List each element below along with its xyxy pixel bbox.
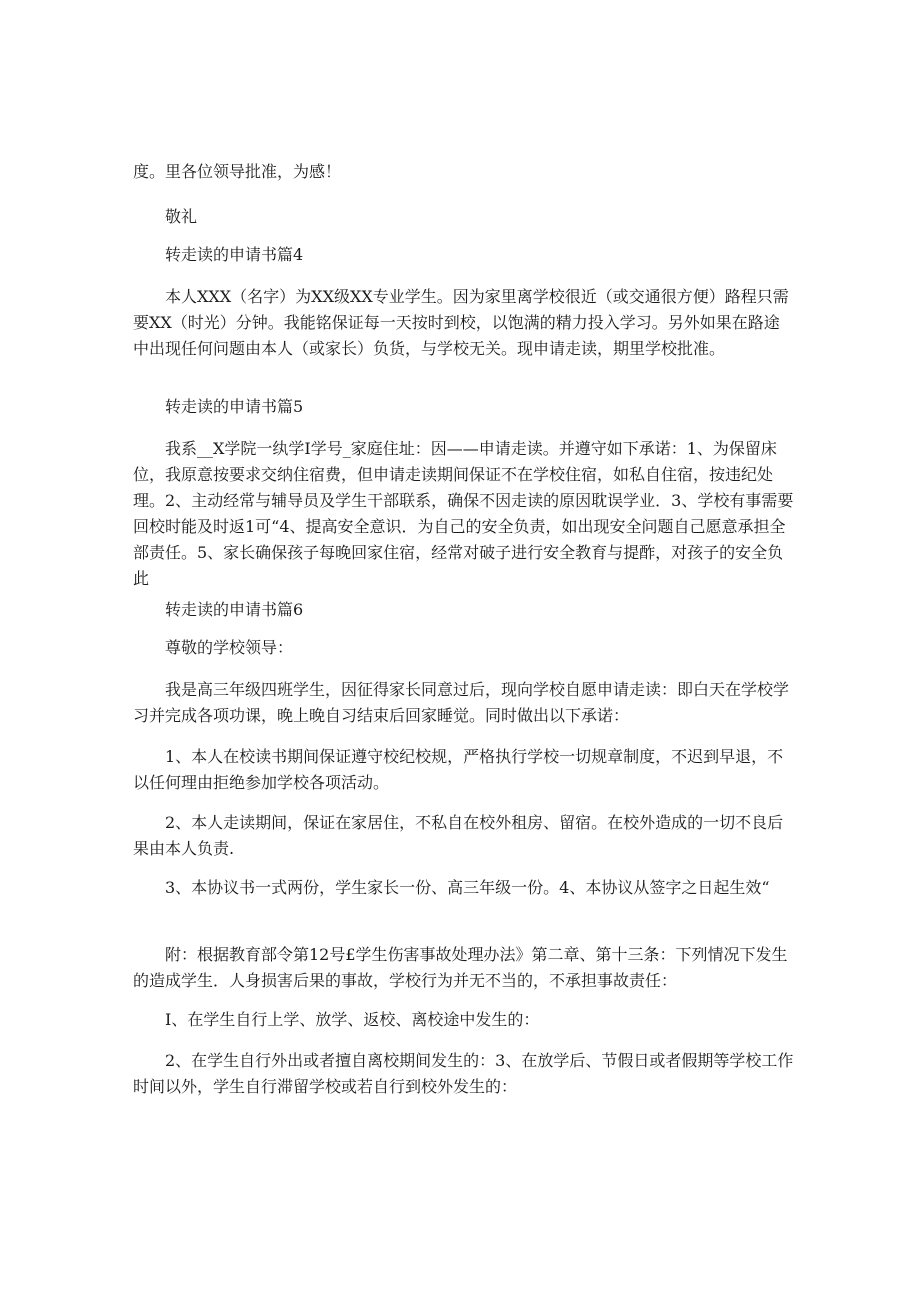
paragraph-section-5-body: 我系__X学院一纨学I学号_家庭住址：因——申请走读。并遵守如下承诺：1、为保留床位，我原意按要求交纳住宿费，但申请走读期间保证不在学校住宿，如私自住宿，按违纪处理。2、主动经常与辅导员及学生干部联系，确保不因走读的原因耽误学业．3、学校有事需要回校时能及时返1可“4、提高安全意识．为自己的安全负责，如出现安全问题自己愿意承担全部责任。5、家长确保孩子每晚回家住宿，经常对破子进行安全教育与提酢，对孩子的安全负此 bbox=[133, 439, 794, 588]
section-heading-6: 转走读的申请书篇6 bbox=[165, 600, 304, 619]
section-heading-5: 转走读的申请书篇5 bbox=[165, 397, 304, 416]
commitment-item-2: 2、本人走读期间，保证在家居住，不私自在校外租房、留宿。在校外造成的一切不良后果由本人负责. bbox=[133, 813, 784, 858]
regulation-item-1: I、在学生自行上学、放学、返校、离校途中发生的： bbox=[165, 1010, 540, 1029]
section-heading-4: 转走读的申请书篇4 bbox=[165, 245, 304, 264]
paragraph-section-4-body: 本人XXX（名字）为XX级XX专业学生。因为家里离学校很近（或交通很方便）路程只需要XX（时光）分钟。我能铭保证每一天按时到校，以饱满的精力投入学习。另外如果在路途中出现任何问题由本人（或家长）负货，与学校无关。现申请走读，期里学校批准。 bbox=[133, 287, 789, 358]
paragraph-application-intro: 我是高三年级四班学生，因征得家长同意过后，现向学校自愿申请走读：即白天在学校学习并完成各项功课，晚上晚自习结束后回家睡觉。同时做出以下承诺： bbox=[133, 680, 790, 725]
salutation-regards: 敬礼 bbox=[165, 207, 198, 226]
commitment-item-3-4: 3、本协议书一式两份，学生家长一份、高三年级一份。4、本协议从签字之日起生效“ bbox=[165, 878, 770, 897]
regulation-item-2-3: 2、在学生自行外出或者擅自离校期间发生的：3、在放学后、节假日或者假期等学校工作时间以外，学生自行滞留学校或若自行到校外发生的： bbox=[133, 1051, 794, 1096]
commitment-item-1: 1、本人在校读书期间保证遵守校纪校规，严格执行学校一切规章制度，不迟到早退，不以任何理由拒绝参加学校各项活动。 bbox=[133, 747, 784, 792]
paragraph-closing-line: 度。里各位领导批准，为感！ bbox=[133, 162, 342, 181]
appendix-regulation: 附：根据教育部令第12号£学生伤害事故处理办法》第二章、第十三条：下列情况下发生的造成学生．人身损害后果的事故，学校行为并无不当的，不承担事故责任： bbox=[133, 945, 788, 990]
greeting-school-leaders: 尊敬的学校领导： bbox=[165, 638, 294, 657]
